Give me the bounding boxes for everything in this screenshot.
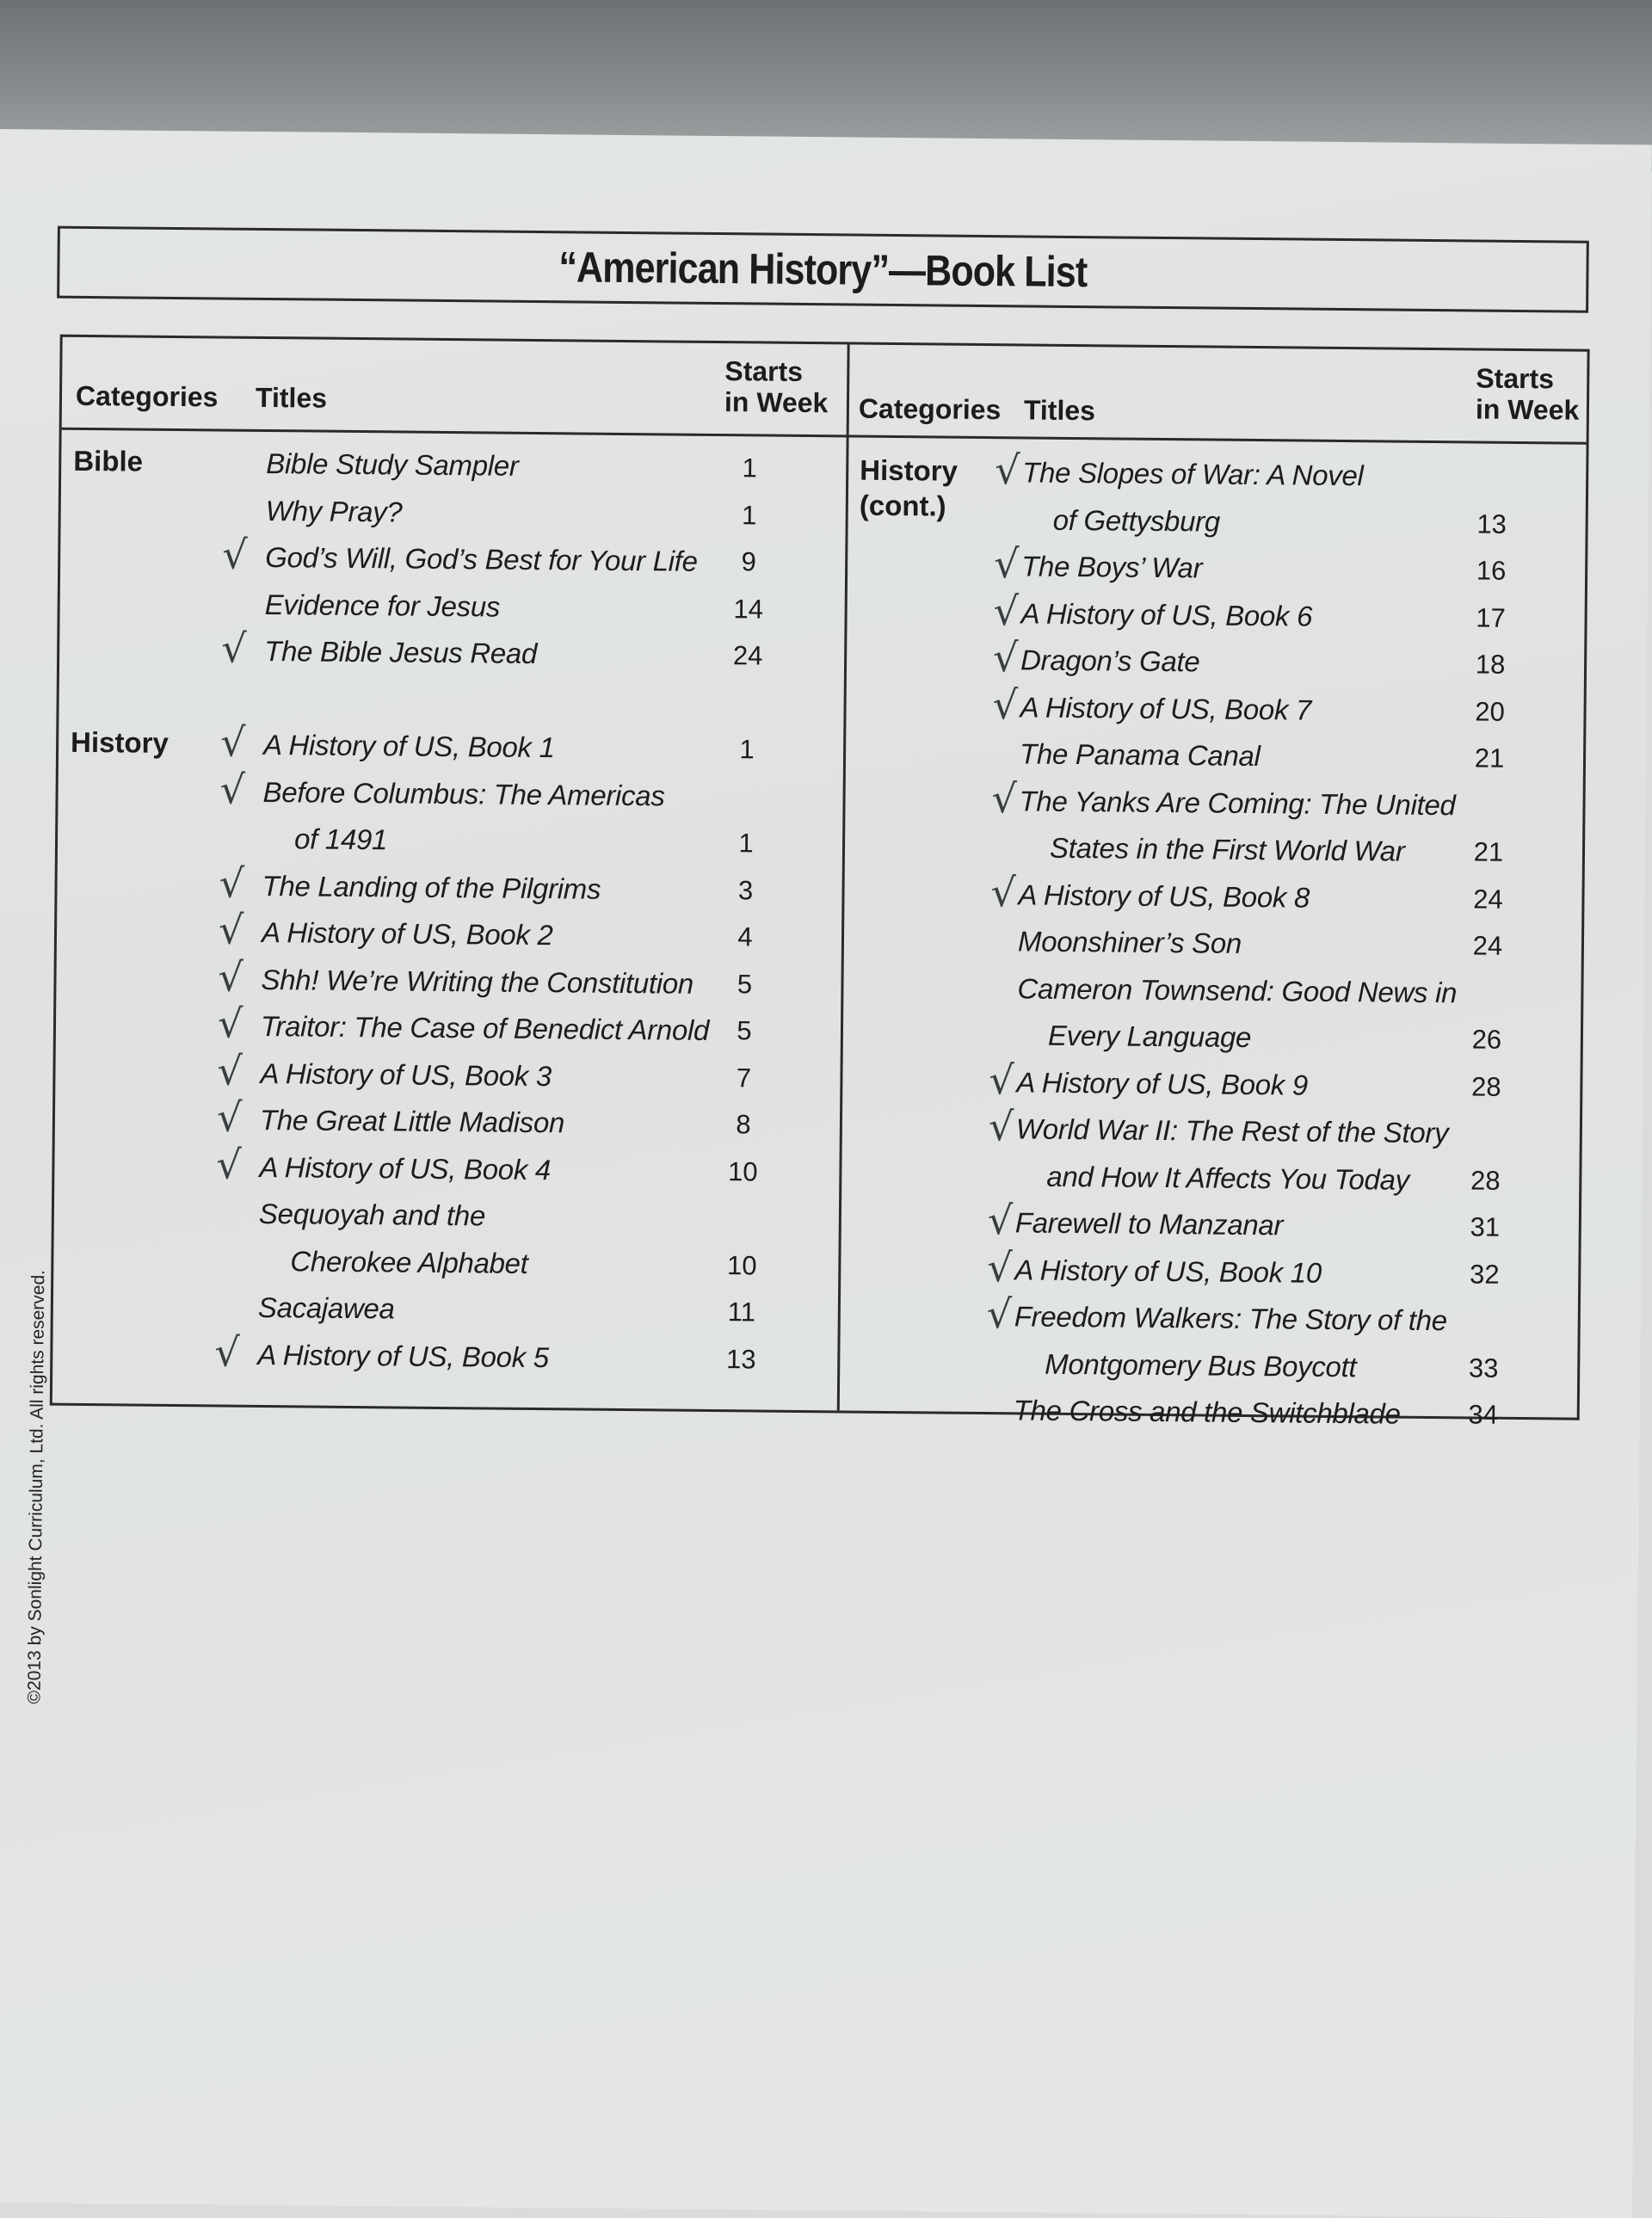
check-mark-icon: √ xyxy=(218,952,244,1001)
start-week: 5 xyxy=(737,1015,752,1046)
start-week: 1 xyxy=(739,734,755,765)
book-title: Sequoyah and the xyxy=(258,1197,486,1232)
book-title: Moonshiner’s Son xyxy=(1017,925,1242,959)
book-row xyxy=(55,1094,840,1155)
book-row xyxy=(846,735,1586,788)
book-row xyxy=(59,625,844,687)
book-row xyxy=(57,859,841,921)
book-title: A History of US, Book 7 xyxy=(1020,690,1312,726)
book-row xyxy=(61,445,846,499)
book-list-table xyxy=(50,335,1590,1430)
copyright-notice: ©2013 by Sonlight Curriculum, Ltd. All rights reserved. xyxy=(24,1269,49,1704)
book-row xyxy=(53,1241,838,1296)
book-title: The Bible Jesus Read xyxy=(264,634,538,670)
start-week xyxy=(1458,1303,1510,1304)
check-mark-icon: √ xyxy=(218,906,244,953)
book-row xyxy=(841,1243,1581,1304)
book-title: Why Pray? xyxy=(265,494,403,528)
start-week: 14 xyxy=(733,593,764,625)
book-row xyxy=(845,774,1585,835)
book-title: The Panama Canal xyxy=(1019,737,1261,773)
book-title: The Yanks Are Coming: The United xyxy=(1019,784,1456,821)
book-row xyxy=(843,970,1583,1023)
right-header-categories: Categories xyxy=(858,392,1002,426)
book-row xyxy=(846,681,1586,742)
book-title: and How It Affects You Today xyxy=(1046,1160,1410,1196)
start-week: 33 xyxy=(1468,1352,1499,1383)
start-week: 24 xyxy=(1472,930,1503,961)
check-mark-icon: √ xyxy=(992,634,1019,681)
right-header-starts: Starts xyxy=(1476,362,1555,395)
start-week: 31 xyxy=(1470,1211,1501,1242)
start-week: 21 xyxy=(1473,836,1504,867)
book-row xyxy=(844,868,1584,929)
start-week: 11 xyxy=(727,1297,756,1328)
start-week: 1 xyxy=(741,499,757,530)
start-week: 24 xyxy=(732,640,763,671)
book-title: The Landing of the Pilgrims xyxy=(262,869,601,905)
start-week xyxy=(721,779,773,780)
start-week xyxy=(1460,1116,1512,1117)
book-row xyxy=(60,531,845,593)
book-row xyxy=(844,922,1584,976)
book-row xyxy=(839,1391,1579,1445)
check-mark-icon: √ xyxy=(219,718,246,766)
check-mark-icon: √ xyxy=(216,1094,243,1141)
book-title: The Boys’ War xyxy=(1021,550,1203,584)
left-header-starts: Starts xyxy=(724,355,804,387)
page-title: “American History”—Book List xyxy=(558,243,1088,297)
check-mark-icon: √ xyxy=(219,859,245,907)
book-row xyxy=(60,491,845,545)
start-week: 28 xyxy=(1470,1164,1501,1196)
book-title: A History of US, Book 1 xyxy=(262,728,555,764)
check-mark-icon: √ xyxy=(989,1056,1015,1103)
start-week: 4 xyxy=(737,921,753,952)
start-week xyxy=(1464,788,1515,789)
book-row xyxy=(56,1000,841,1062)
book-title: Before Columbus: The Americas xyxy=(262,775,665,811)
start-week: 7 xyxy=(736,1062,752,1093)
category-label: History xyxy=(860,453,959,487)
start-week: 3 xyxy=(737,874,754,905)
book-row xyxy=(848,540,1587,601)
check-mark-icon: √ xyxy=(988,1103,1014,1150)
check-mark-icon: √ xyxy=(990,868,1017,915)
book-title: Dragon’s Gate xyxy=(1020,644,1200,678)
book-title: Cameron Townsend: Good News in xyxy=(1017,971,1458,1008)
check-mark-icon: √ xyxy=(994,447,1020,494)
start-week: 1 xyxy=(742,453,758,484)
category-label: Bible xyxy=(73,444,144,477)
book-title: The Great Little Madison xyxy=(259,1103,565,1139)
check-mark-icon: √ xyxy=(991,774,1018,822)
start-week: 20 xyxy=(1475,695,1505,727)
book-title: Sacajawea xyxy=(257,1291,395,1325)
start-week: 10 xyxy=(727,1155,758,1187)
start-week: 1 xyxy=(738,828,754,859)
book-title: A History of US, Book 3 xyxy=(260,1057,552,1092)
start-week: 24 xyxy=(1473,883,1503,915)
check-mark-icon: √ xyxy=(987,1243,1013,1291)
start-week xyxy=(722,686,774,687)
check-mark-icon: √ xyxy=(986,1291,1013,1338)
start-week xyxy=(1466,459,1518,460)
start-week: 8 xyxy=(736,1109,751,1140)
start-week: 32 xyxy=(1469,1258,1500,1290)
check-mark-icon: √ xyxy=(217,1000,243,1047)
start-week xyxy=(1462,976,1513,977)
book-row xyxy=(52,1328,837,1389)
book-title: States in the First World War xyxy=(1049,831,1405,867)
book-title: Bible Study Sampler xyxy=(266,447,519,482)
start-week: 9 xyxy=(741,546,757,577)
left-header-categories: Categories xyxy=(75,379,219,413)
book-row xyxy=(842,1103,1582,1163)
left-header-titles: Titles xyxy=(255,381,328,414)
book-row xyxy=(59,585,844,639)
start-week: 17 xyxy=(1476,601,1507,633)
book-row xyxy=(57,906,841,968)
book-row xyxy=(842,1056,1582,1117)
right-header-titles: Titles xyxy=(1023,394,1096,427)
book-title: A History of US, Book 6 xyxy=(1020,596,1313,632)
book-title: The Cross and the Switchblade xyxy=(1013,1394,1401,1430)
book-title: A History of US, Book 10 xyxy=(1014,1253,1322,1289)
start-week: 18 xyxy=(1475,649,1506,680)
book-row xyxy=(55,1046,840,1108)
book-title: A History of US, Book 4 xyxy=(259,1150,552,1186)
book-row xyxy=(840,1291,1580,1351)
start-week: 21 xyxy=(1474,742,1505,773)
book-row xyxy=(58,820,842,874)
book-title: Montgomery Bus Boycott xyxy=(1045,1347,1357,1383)
start-week: 13 xyxy=(1476,508,1507,539)
book-title: of Gettysburg xyxy=(1052,503,1221,538)
check-mark-icon: √ xyxy=(222,531,248,578)
title-box xyxy=(57,226,1589,313)
book-row xyxy=(841,1157,1581,1211)
book-row xyxy=(843,1016,1583,1069)
book-row xyxy=(53,1289,838,1343)
book-list-sheet xyxy=(0,129,1652,2218)
book-title: Cherokee Alphabet xyxy=(290,1244,528,1279)
check-mark-icon: √ xyxy=(220,625,247,672)
check-mark-icon: √ xyxy=(216,1140,243,1188)
book-title: A History of US, Book 8 xyxy=(1018,878,1310,914)
book-row xyxy=(59,679,843,733)
start-week: 34 xyxy=(1468,1399,1499,1430)
book-title: Farewell to Manzanar xyxy=(1014,1206,1284,1241)
start-week xyxy=(717,1201,768,1202)
book-row xyxy=(58,765,842,827)
check-mark-icon: √ xyxy=(214,1328,240,1376)
book-row xyxy=(56,952,841,1014)
book-row xyxy=(848,501,1587,554)
book-row xyxy=(847,634,1587,694)
category-label: History xyxy=(70,725,170,759)
check-mark-icon: √ xyxy=(993,587,1020,634)
book-row xyxy=(845,829,1585,882)
right-column xyxy=(840,344,1590,1430)
book-title: The Slopes of War: A Novel xyxy=(1022,456,1364,492)
check-mark-icon: √ xyxy=(219,765,246,813)
check-mark-icon: √ xyxy=(992,681,1019,728)
book-row xyxy=(848,447,1588,507)
start-week: 13 xyxy=(725,1343,756,1374)
book-title: Evidence for Jesus xyxy=(264,588,501,623)
book-title: A History of US, Book 9 xyxy=(1016,1065,1309,1101)
book-title: Freedom Walkers: The Story of the xyxy=(1014,1300,1447,1337)
book-title: Traitor: The Case of Benedict Arnold xyxy=(260,1009,710,1046)
book-row xyxy=(847,587,1587,648)
start-week: 5 xyxy=(737,968,753,999)
book-title: World War II: The Rest of the Story xyxy=(1015,1112,1449,1149)
book-title: of 1491 xyxy=(293,823,388,856)
book-title: Shh! We’re Writing the Constitution xyxy=(261,963,694,1000)
start-week: 10 xyxy=(726,1249,757,1281)
book-row xyxy=(841,1197,1581,1257)
start-week: 28 xyxy=(1470,1070,1501,1102)
left-header-in-week: in Week xyxy=(724,386,829,419)
right-header-in-week: in Week xyxy=(1475,393,1580,426)
book-title: God’s Will, God’s Best for Your Life xyxy=(265,540,698,577)
check-mark-icon: √ xyxy=(987,1197,1014,1244)
start-week: 26 xyxy=(1471,1024,1502,1055)
book-row xyxy=(59,718,843,780)
book-title: A History of US, Book 5 xyxy=(257,1338,550,1373)
left-column xyxy=(52,337,848,1411)
book-row xyxy=(54,1140,839,1202)
start-week: 16 xyxy=(1476,555,1507,586)
book-title: A History of US, Book 2 xyxy=(261,915,553,952)
book-row xyxy=(840,1345,1580,1398)
check-mark-icon: √ xyxy=(217,1046,243,1094)
book-row xyxy=(54,1195,839,1249)
book-title: Every Language xyxy=(1047,1019,1252,1054)
check-mark-icon: √ xyxy=(993,540,1020,588)
category-label: (cont.) xyxy=(859,489,946,522)
